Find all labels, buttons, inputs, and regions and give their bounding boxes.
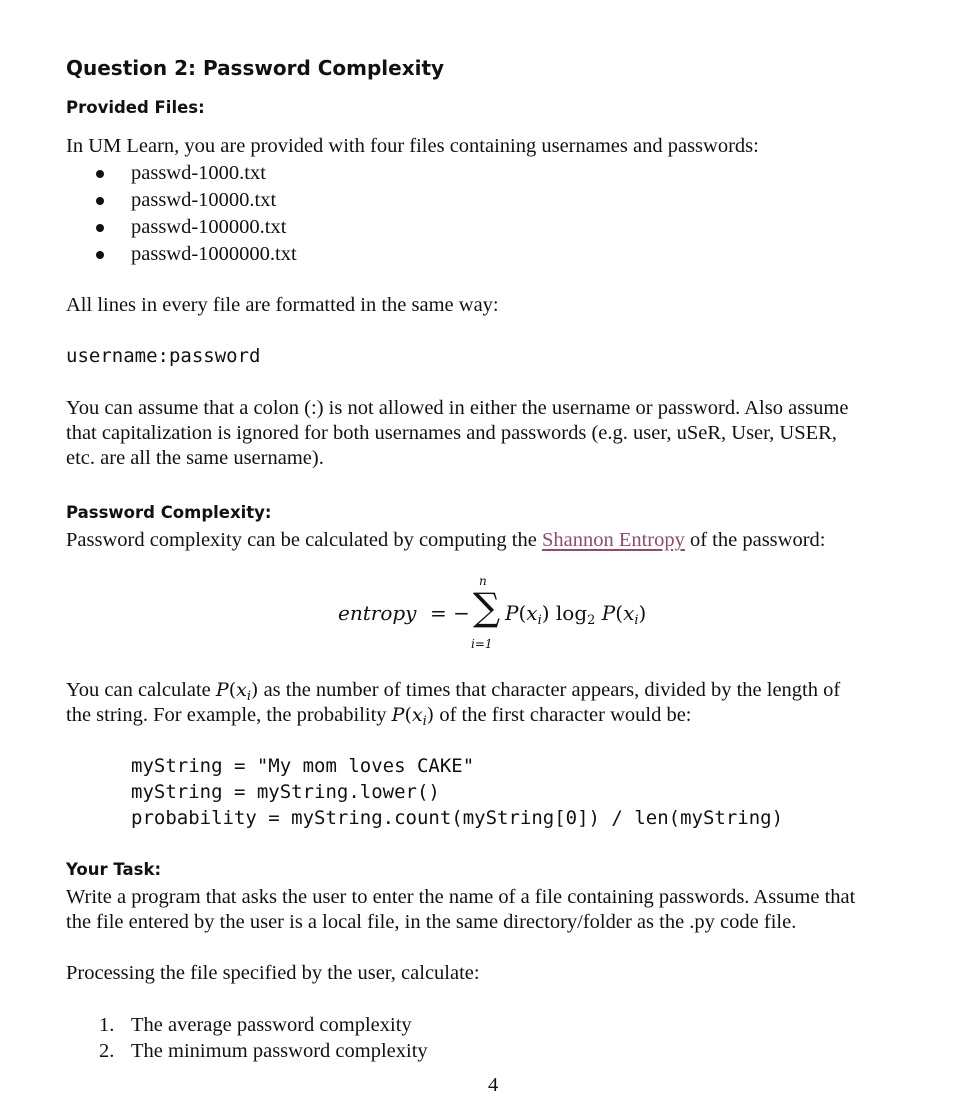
processing-text: Processing the file specified by the user, calculate: <box>66 962 480 984</box>
provided-files-heading: Provided Files: <box>66 98 205 117</box>
assumption-line-3: etc. are all the same username). <box>66 447 324 469</box>
code-line-2: myString = myString.lower() <box>131 781 440 803</box>
list-item <box>96 160 297 187</box>
probability-text-1b: as the number of times that character appears, divided by the length of <box>258 679 841 701</box>
entropy-formula <box>338 574 678 654</box>
probability-line-1: You can calculate $P(x_i)$ as the number of times that character appears, divided by the length of <box>66 679 841 704</box>
probability-line-2: the string. For example, the probability $P(x_i)$ of the first character would be: <box>66 704 692 729</box>
code-line-3: probability = myString.count(myString[0]) / len(myString) <box>131 807 784 829</box>
list-number: 2. <box>99 1040 115 1062</box>
sum-lower-limit: i=1 <box>471 637 493 651</box>
bullet-icon <box>96 251 104 259</box>
bullet-icon <box>96 197 104 205</box>
file-name: passwd-100000.txt <box>131 216 287 238</box>
complexity-text-after: of the password: <box>684 529 826 551</box>
question-title: Question 2: Password Complexity <box>66 56 445 80</box>
list-item-text: The average password complexity <box>131 1014 412 1036</box>
list-item <box>96 1012 428 1038</box>
complexity-text-before: Password complexity can be calculated by computing the <box>66 529 542 551</box>
list-item <box>96 241 297 268</box>
formula-equals: = − <box>430 601 470 625</box>
task-line-2: the file entered by the user is a local file, in the same directory/folder as the .py code file. <box>66 911 797 933</box>
probability-text-1a: You can calculate <box>66 679 216 701</box>
format-example: username:password <box>66 345 261 367</box>
probability-expression: P <box>215 679 229 701</box>
sigma-icon: ∑ <box>473 585 501 629</box>
probability-text-2b: of the first character would be: <box>434 704 692 726</box>
shannon-entropy-link[interactable]: Shannon Entropy <box>541 529 685 551</box>
code-line-1: myString = "My mom loves CAKE" <box>131 755 475 777</box>
provided-files-intro: In UM Learn, you are provided with four files containing usernames and passwords: <box>66 135 759 157</box>
probability-text-2a: the string. For example, the probability <box>66 704 392 726</box>
password-complexity-text <box>66 528 826 554</box>
file-name: passwd-10000.txt <box>131 189 277 211</box>
list-item-text: The minimum password complexity <box>131 1040 428 1062</box>
file-name: passwd-1000.txt <box>131 162 266 184</box>
file-list <box>96 160 297 268</box>
password-complexity-heading: Password Complexity: <box>66 503 272 522</box>
assumption-line-1: You can assume that a colon (:) is not allowed in either the username or password. Also assume <box>66 397 849 419</box>
list-item <box>96 1038 428 1064</box>
list-item <box>96 214 297 241</box>
list-item <box>96 187 297 214</box>
formula-rhs: $P(x_i)$ $\log_2 P(x_i)$ <box>505 601 647 628</box>
sum-upper-limit: n <box>479 574 487 588</box>
format-text: All lines in every file are formatted in the same way: <box>66 294 499 316</box>
task-line-1: Write a program that asks the user to enter the name of a file containing passwords. Assume that <box>66 886 856 908</box>
list-number: 1. <box>99 1014 115 1036</box>
bullet-icon <box>96 224 104 232</box>
assumption-line-2: that capitalization is ignored for both usernames and passwords (e.g. user, uSeR, User, USER, <box>66 422 837 444</box>
bullet-icon <box>96 170 104 178</box>
formula-lhs: entropy <box>338 601 417 625</box>
probability-expression: P <box>391 704 405 726</box>
task-list <box>96 1012 428 1064</box>
your-task-heading: Your Task: <box>66 860 162 879</box>
page-number: 4 <box>488 1074 499 1096</box>
file-name: passwd-1000000.txt <box>131 243 297 265</box>
